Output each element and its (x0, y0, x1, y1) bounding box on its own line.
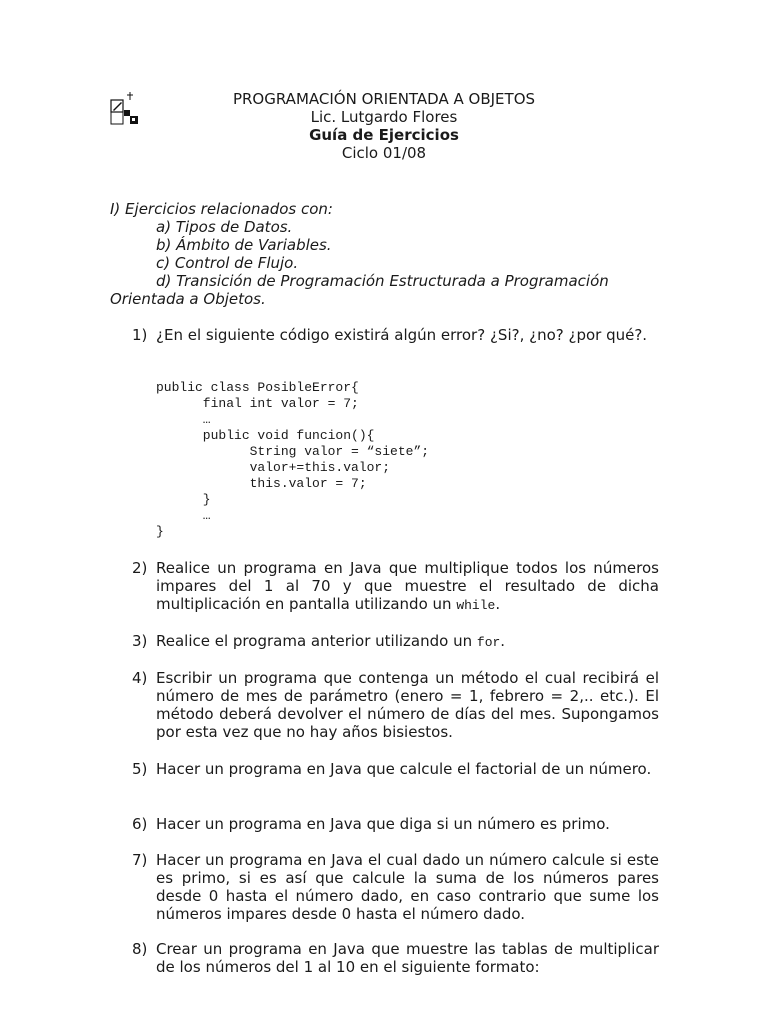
intro-title: I) Ejercicios relacionados con: (110, 200, 333, 218)
exercise-text: Crear un programa en Java que muestre las tablas de multiplicar de los números del 1 al 10 en el siguiente formato: (156, 940, 659, 976)
exercise-7 (110, 851, 659, 923)
exercise-2 (110, 559, 659, 615)
code-line: … (156, 508, 211, 523)
code-line: } (156, 492, 211, 507)
exercise-number: 5) (132, 760, 148, 778)
course-title: PROGRAMACIÓN ORIENTADA A OBJETOS (232, 90, 536, 108)
exercise-text: Hacer un programa en Java el cual dado un número calcule si este es primo, si es así que calcule la suma de los números pares desde 0 hasta el número dado, en caso contrario que sume los números impares desde 0 hasta el número dado. (156, 851, 659, 923)
exercise-3 (110, 632, 659, 652)
exercise-number: 4) (132, 669, 148, 687)
code-line: } (156, 524, 164, 539)
code-line: … (156, 412, 211, 427)
document-header (0, 90, 768, 162)
exercise-text: Hacer un programa en Java que diga si un número es primo. (156, 815, 610, 833)
code-line: valor+=this.valor; (156, 460, 391, 475)
intro-continuation: Orientada a Objetos. (110, 290, 266, 308)
exercise-4 (110, 669, 659, 741)
instructor-name: Lic. Lutgardo Flores (310, 108, 458, 126)
exercise-6 (110, 815, 659, 833)
intro-item: a) Tipos de Datos. (156, 218, 293, 236)
code-block (156, 380, 429, 540)
guide-title: Guía de Ejercicios (309, 126, 459, 144)
exercise-text: Hacer un programa en Java que calcule el factorial de un número. (156, 760, 652, 778)
exercise-number: 3) (132, 632, 148, 650)
code-line: this.valor = 7; (156, 476, 367, 491)
exercise-number: 7) (132, 851, 148, 869)
exercise-text: Realice el programa anterior utilizando un for. (156, 632, 506, 650)
intro-item: c) Control de Flujo. (156, 254, 299, 272)
exercise-8 (110, 940, 659, 976)
inline-code: for (476, 635, 501, 650)
intro-item: d) Transición de Programación Estructurada a Programación (156, 272, 609, 290)
code-line: final int valor = 7; (156, 396, 359, 411)
intro-section (110, 200, 660, 308)
cycle-label: Ciclo 01/08 (341, 144, 427, 162)
code-line: String valor = “siete”; (156, 444, 430, 459)
exercise-text: Escribir un programa que contenga un método el cual recibirá el número de mes de parámetro (enero = 1, febrero = 2,.. etc.). El método deberá devolver el número de días del mes. Supongamos por esta vez que no hay años bisiestos. (156, 669, 659, 741)
code-line: public void funcion(){ (156, 428, 375, 443)
exercise-number: 6) (132, 815, 148, 833)
intro-item: b) Ámbito de Variables. (156, 236, 332, 254)
exercise-number: 2) (132, 559, 148, 577)
exercise-text: Realice un programa en Java que multiplique todos los números impares del 1 al 70 y que muestre el resultado de dicha multiplicación en pantalla utilizando un while. (156, 559, 659, 613)
exercise-5 (110, 760, 659, 778)
inline-code: while (456, 598, 496, 613)
exercise-1 (110, 326, 659, 344)
code-line: public class PosibleError{ (156, 380, 359, 395)
exercise-number: 8) (132, 940, 148, 958)
exercise-number: 1) (132, 326, 148, 344)
exercise-text: ¿En el siguiente código existirá algún error? ¿Si?, ¿no? ¿por qué?. (156, 326, 648, 344)
